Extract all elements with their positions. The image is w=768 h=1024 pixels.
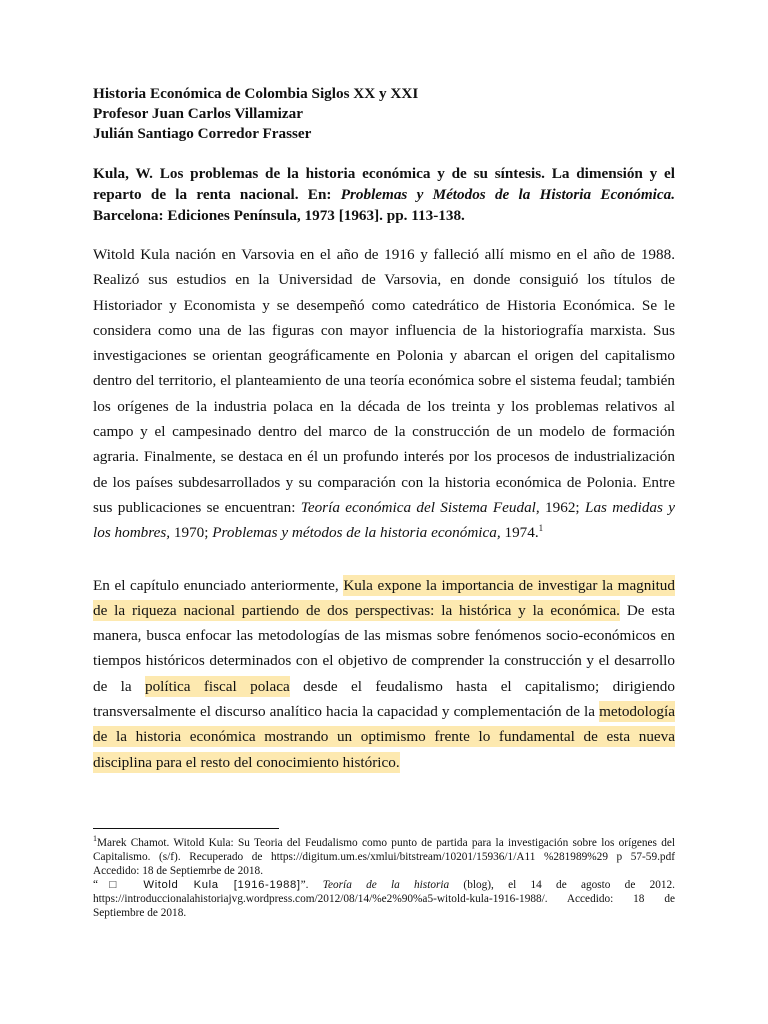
citation-book-title: Problemas y Métodos de la Historia Económica. xyxy=(340,186,675,203)
bibliographic-citation xyxy=(93,163,675,226)
document-body xyxy=(93,84,675,775)
footnote-2-open-quote: “ xyxy=(93,879,99,891)
professor-name: Profesor Juan Carlos Villamizar xyxy=(93,105,303,122)
course-title: Historia Económica de Colombia Siglos XX y XXI xyxy=(93,85,419,102)
biography-paragraph xyxy=(93,242,675,546)
footnote-reference[interactable]: 1 xyxy=(538,523,544,534)
highlighted-text-2: política fiscal polaca xyxy=(144,677,290,695)
separator-2: 1970; xyxy=(170,524,213,542)
analysis-text-2: De esta manera, busca enfocar las metodologías de las mismas sobre fenómenos socio-económicos en tiempos históricos determinados con el objetivo de comprender la construcción y el desarrollo de la xyxy=(93,601,675,695)
work-title-2: Las medidas y los hombres, xyxy=(93,498,676,542)
footnote-2-entry-title: □ Witold Kula [1916-1988] xyxy=(98,879,301,891)
footnote-divider xyxy=(93,828,279,829)
paragraph-end: 1974. xyxy=(500,524,539,542)
work-title-1: Teoría económica del Sistema Feudal xyxy=(300,498,536,516)
work-title-3: Problemas y métodos de la historia económica, xyxy=(212,524,501,542)
footnote-1-number: 1 xyxy=(93,834,97,844)
highlighted-text-3: metodología de la historia económica mostrando un optimismo frente lo fundamental de esta nueva disciplina para el resto del conocimiento histórico. xyxy=(93,703,675,771)
footnote-2 xyxy=(93,878,675,920)
separator-1: , 1962; xyxy=(535,498,585,516)
footnotes-section xyxy=(93,836,675,920)
analysis-paragraph xyxy=(93,573,675,775)
footnote-1-text: Marek Chamot. Witold Kula: Su Teoria del Feudalismo como punto de partida para la investigación sobre los orígenes del Capitalismo. (s/f). Recuperado de https://digitum.um.es/xmlui/bitstream/10201/15936/1/A11 %281989%29 p 57-59.pdf Accedido: 18 de Septiemrbe de 2018. xyxy=(93,837,675,877)
analysis-text-1: En el capítulo enunciado anteriormente, xyxy=(93,576,344,594)
footnote-2-close-quote: ”. xyxy=(300,879,323,891)
citation-part-1: Kula, W. Los problemas de la historia económica y de su síntesis. La dimensión y el reparto de la renta nacional. En: xyxy=(93,165,675,203)
footnote-1 xyxy=(93,836,675,878)
analysis-text-3: desde el feudalismo hasta el capitalismo; dirigiendo transversalmente el discurso analítico hacia la capacidad y complementación de la xyxy=(93,677,675,721)
citation-part-2: Barcelona: Ediciones Península, 1973 [1963]. pp. 113-138. xyxy=(93,207,465,224)
footnote-2-blog-title: Teoría de la historia xyxy=(322,879,450,891)
highlighted-text-1: Kula expone la importancia de investigar la magnitud de la riqueza nacional partiendo de dos perspectivas: la histórica y la económica. xyxy=(93,576,675,619)
footnote-2-rest: (blog), el 14 de agosto de 2012. https://introduccionalahistoriajvg.wordpress.com/2012/08/14/%e2%90%a5-witold-kula-1916-1988/. Accedido: 18 de Septiembre de 2018. xyxy=(93,879,676,919)
student-name: Julián Santiago Corredor Frasser xyxy=(93,125,312,142)
biography-text: Witold Kula nación en Varsovia en el año de 1916 y falleció allí mismo en el año de 1988. Realizó sus estudios en la Universidad de Varsovia, en donde consiguió los títulos de Historiador y Economista y se desempeñó como catedrático de Historia Económica. Se le considera como una de las figuras con mayor influencia de la historiografía marxista. Sus investigaciones se orientan geográficamente en Polonia y abarcan el origen del capitalismo dentro del territorio, el planteamiento de una teoría económica sobre el sistema feudal; también los orígenes de la industria polaca en la década de los treinta y los problemas relativos al campo y el campesinado dentro del marco de la construcción de un modelo de formación agraria. Finalmente, se destaca en él un profundo interés por los procesos de industrialización de los países subdesarrollados y su comparación con la historia económica de Polonia. Entre sus publicaciones se encuentran: xyxy=(93,246,675,516)
